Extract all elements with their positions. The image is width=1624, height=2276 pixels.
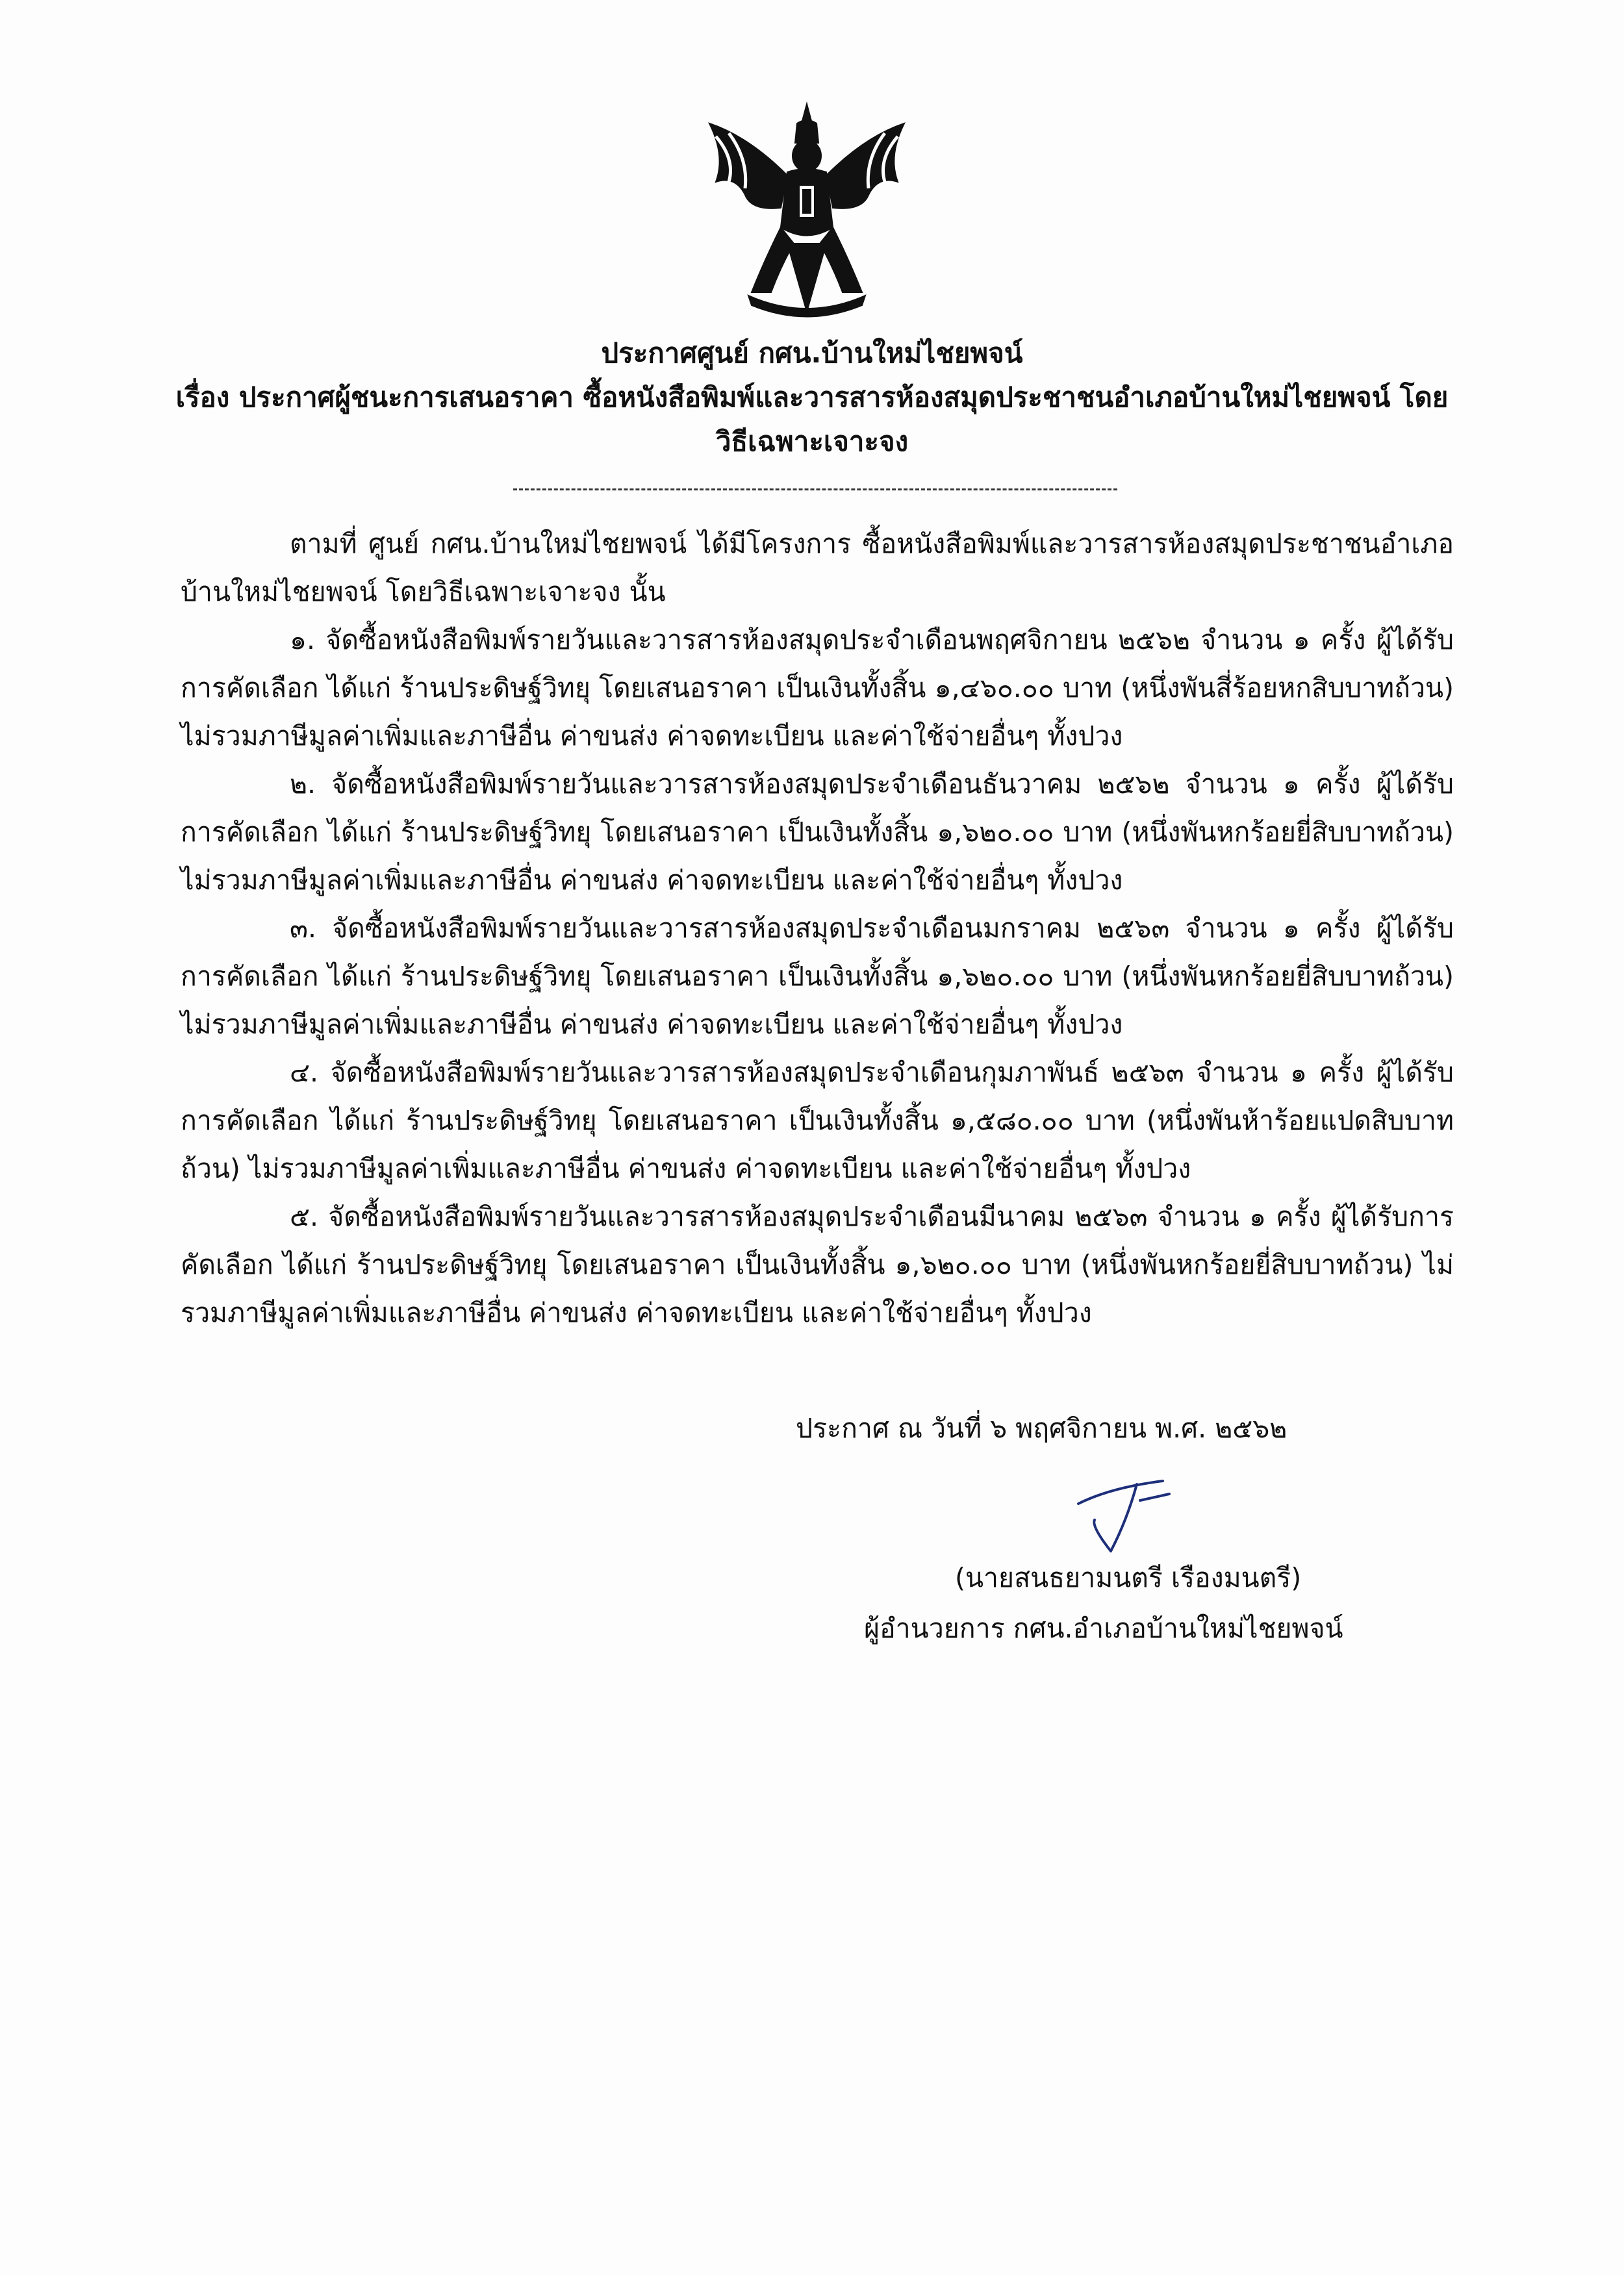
item-paragraph-1: ๑. จัดซื้อหนังสือพิมพ์รายวันและวารสารห้องสมุดประจำเดือนพฤศจิกายน ๒๕๖๒ จำนวน ๑ ครั้ง ผู้ได้รับการคัดเลือก ได้แก่ ร้านประดิษฐ์วิทยุ โดยเสนอราคา เป็นเงินทั้งสิ้น ๑,๔๖๐.๐๐ บาท (หนึ่งพันสี่ร้อยหกสิบบาทถ้วน) ไม่รวมภาษีมูลค่าเพิ่มและภาษีอื่น ค่าขนส่ง ค่าจดทะเบียน และค่าใช้จ่ายอื่นๆ ทั้งปวง [181, 624, 1454, 752]
garuda-emblem-icon [690, 97, 924, 331]
announcement-title: ประกาศศูนย์ กศน.บ้านใหม่ไชยพจน์ [601, 337, 1023, 369]
item-paragraph-3: ๓. จัดซื้อหนังสือพิมพ์รายวันและวารสารห้องสมุดประจำเดือนมกราคม ๒๕๖๓ จำนวน ๑ ครั้ง ผู้ได้รับการคัดเลือก ได้แก่ ร้านประดิษฐ์วิทยุ โดยเสนอราคา เป็นเงินทั้งสิ้น ๑,๖๒๐.๐๐ บาท (หนึ่งพันหกร้อยยี่สิบบาทถ้วน) ไม่รวมภาษีมูลค่าเพิ่มและภาษีอื่น ค่าขนส่ง ค่าจดทะเบียน และค่าใช้จ่ายอื่นๆ ทั้งปวง [181, 913, 1454, 1040]
header-divider [513, 488, 1117, 490]
announcement-subject-continued: วิธีเฉพาะเจาะจง [715, 425, 909, 457]
intro-paragraph: ตามที่ ศูนย์ กศน.บ้านใหม่ไชยพจน์ ได้มีโครงการ ซื้อหนังสือพิมพ์และวารสารห้องสมุดประชาชนอำเภอบ้านใหม่ไชยพจน์ โดยวิธีเฉพาะเจาะจง นั้น [181, 528, 1454, 607]
announcement-date: ประกาศ ณ วันที่ ๖ พฤศจิกายน พ.ศ. ๒๕๖๒ [796, 1413, 1288, 1444]
handwritten-signature [1065, 1474, 1182, 1559]
item-paragraph-2: ๒. จัดซื้อหนังสือพิมพ์รายวันและวารสารห้องสมุดประจำเดือนธันวาคม ๒๕๖๒ จำนวน ๑ ครั้ง ผู้ได้รับการคัดเลือก ได้แก่ ร้านประดิษฐ์วิทยุ โดยเสนอราคา เป็นเงินทั้งสิ้น ๑,๖๒๐.๐๐ บาท (หนึ่งพันหกร้อยยี่สิบบาทถ้วน) ไม่รวมภาษีมูลค่าเพิ่มและภาษีอื่น ค่าขนส่ง ค่าจดทะเบียน และค่าใช้จ่ายอื่นๆ ทั้งปวง [181, 768, 1454, 896]
announcement-subject: เรื่อง ประกาศผู้ชนะการเสนอราคา ซื้อหนังสือพิมพ์และวารสารห้องสมุดประชาชนอำเภอบ้านใหม่ไชยพจน์ โดย [175, 381, 1449, 413]
signer-name: (นายสนธยามนตรี เรืองมนตรี) [955, 1562, 1302, 1593]
signer-position: ผู้อำนวยการ กศน.อำเภอบ้านใหม่ไชยพจน์ [864, 1613, 1343, 1644]
item-paragraph-4: ๔. จัดซื้อหนังสือพิมพ์รายวันและวารสารห้องสมุดประจำเดือนกุมภาพันธ์ ๒๕๖๓ จำนวน ๑ ครั้ง ผู้ได้รับการคัดเลือก ได้แก่ ร้านประดิษฐ์วิทยุ โดยเสนอราคา เป็นเงินทั้งสิ้น ๑,๕๘๐.๐๐ บาท (หนึ่งพันห้าร้อยแปดสิบบาทถ้วน) ไม่รวมภาษีมูลค่าเพิ่มและภาษีอื่น ค่าขนส่ง ค่าจดทะเบียน และค่าใช้จ่ายอื่นๆ ทั้งปวง [181, 1057, 1454, 1184]
item-paragraph-5: ๕. จัดซื้อหนังสือพิมพ์รายวันและวารสารห้องสมุดประจำเดือนมีนาคม ๒๕๖๓ จำนวน ๑ ครั้ง ผู้ได้รับการคัดเลือก ได้แก่ ร้านประดิษฐ์วิทยุ โดยเสนอราคา เป็นเงินทั้งสิ้น ๑,๖๒๐.๐๐ บาท (หนึ่งพันหกร้อยยี่สิบบาทถ้วน) ไม่รวมภาษีมูลค่าเพิ่มและภาษีอื่น ค่าขนส่ง ค่าจดทะเบียน และค่าใช้จ่ายอื่นๆ ทั้งปวง [181, 1201, 1454, 1328]
announcement-body [181, 520, 1454, 1337]
